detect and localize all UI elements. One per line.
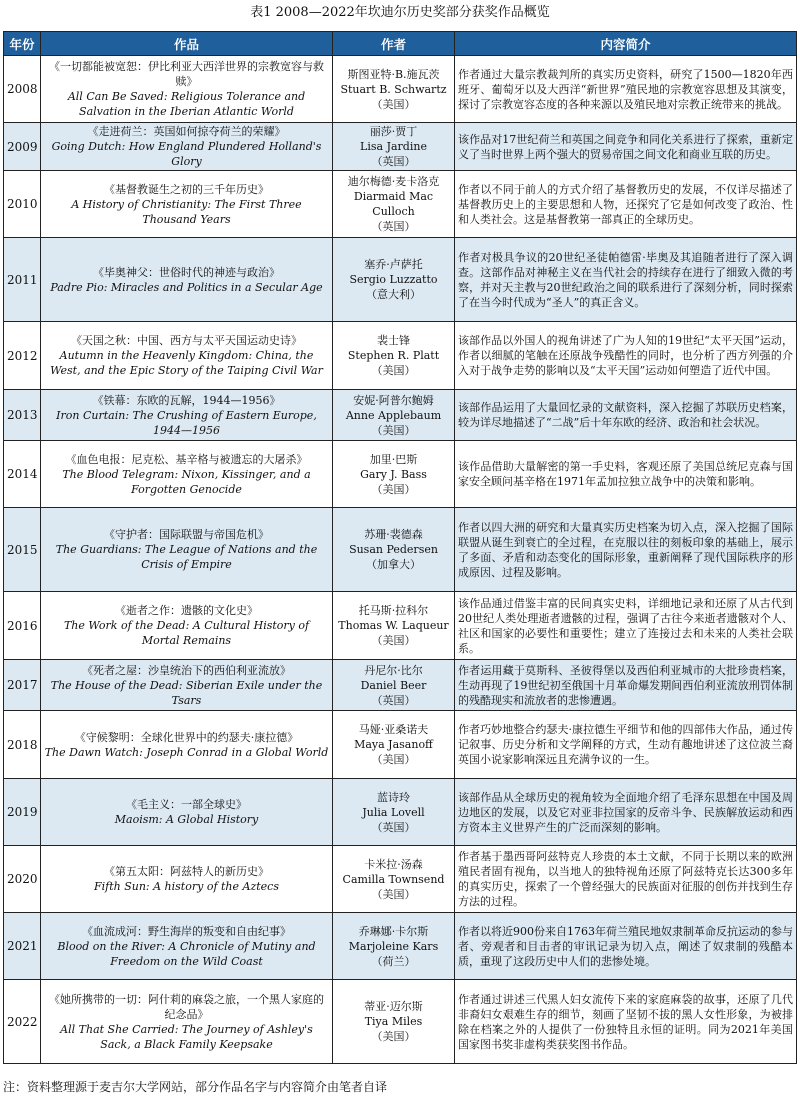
work-title-en: All That She Carried: The Journey of Ashley's Sack, a Black Family Keepsake [60,1022,313,1051]
author-cell [333,441,455,508]
author-name-en: Marjoleine Kars [348,939,439,953]
work-title-zh: 《一切都能被宽恕：伊比利亚大西洋世界的宗教宽容与救赎》 [49,60,324,88]
work-title-zh: 《天国之秋：中国、西方与太平天国运动史诗》 [71,334,302,347]
author-nationality: （英国） [371,220,416,233]
summary-cell: 作者以不同于前人的方式介绍了基督教历史的发展，不仅详尽描述了基督教历史上的主要思想和人物，还探究了它是如何改变了政治、性和人类社会。这是基督教第一部真正的全球历史。 [455,171,797,238]
author-cell [333,711,455,779]
author-nationality: （美国） [371,753,416,766]
author-nationality: （美国） [371,97,416,111]
work-cell [41,322,333,390]
work-title-zh: 《守护者：国际联盟与帝国危机》 [104,528,269,541]
summary-cell: 作者基于墨西哥阿兹特克人珍贵的本土文献，不同于长期以来的欧洲殖民者固有视角，以当地人的独特视角还原了阿兹特克长达300多年的真实历史，探索了一个曾经强大的民族面对征服的创伤并找到生存方法的过程。 [455,846,797,913]
table-row [4,123,797,171]
work-cell [41,846,333,913]
summary-cell: 作者通过讲述三代黑人妇女流传下来的家庭麻袋的故事，还原了几代非裔妇女艰难生存的细节，刻画了坚韧不拔的黑人女性形象，为被排除在档案之外的人提供了一份独特且永恒的证明。同为2021年美国国家图书奖非虚构类获奖图书作品。 [455,980,797,1064]
year-cell: 2011 [4,238,41,322]
work-title-zh: 《血色电报：尼克松、基辛格与被遗忘的大屠杀》 [65,452,308,466]
year-cell: 2015 [4,508,41,592]
work-cell [41,508,333,592]
year-cell: 2008 [4,56,41,123]
work-cell [41,592,333,660]
work-title-en: The Dawn Watch: Joseph Conrad in a Global World [44,745,329,759]
work-title-en: A History of Christianity: The First Three Thousand Years [71,197,302,226]
table-row [4,980,797,1064]
author-nationality: （英国） [371,693,416,707]
work-title-en: The Blood Telegram: Nixon, Kissinger, and a Forgotten Genocide [62,467,311,496]
author-cell [333,846,455,913]
work-cell [41,390,333,441]
author-name-zh: 蓝诗玲 [377,790,410,804]
author-cell [333,322,455,390]
work-cell [41,980,333,1064]
author-nationality: （美国） [371,887,416,901]
header-row [4,32,797,56]
work-title-en: Padre Pio: Miracles and Politics in a Secular Age [50,280,323,294]
author-name-en: Maya Jasanoff [354,738,433,751]
work-cell [41,123,333,171]
author-cell [333,913,455,980]
year-cell: 2019 [4,779,41,846]
author-cell [333,56,455,123]
table-row [4,390,797,441]
author-name-en: Susan Pedersen [349,543,438,556]
author-name-zh: 卡米拉·汤森 [364,857,423,871]
table-row [4,846,797,913]
work-title-en: All Can Be Saved: Religious Tolerance and Salvation in the Iberian Atlantic World [67,90,306,118]
author-name-en: Tiya Miles [364,1015,423,1028]
header-summary: 内容简介 [455,32,797,56]
author-nationality: （美国） [371,634,416,647]
work-cell [41,711,333,779]
author-name-zh: 塞乔·卢萨托 [364,258,423,271]
table-row [4,171,797,238]
author-cell [333,508,455,592]
work-title-zh: 《第五太阳：阿兹特人的新历史》 [104,865,269,878]
year-cell: 2022 [4,980,41,1064]
work-title-en: Fifth Sun: A history of the Aztecs [93,880,279,893]
work-title-zh: 《逝者之作：遗骸的文化史》 [115,604,258,617]
author-name-zh: 蒂亚·迈尔斯 [364,1000,423,1013]
author-cell [333,980,455,1064]
year-cell: 2016 [4,592,41,660]
work-cell [41,913,333,980]
author-cell [333,238,455,322]
author-name-zh: 托马斯·拉科尔 [358,604,429,617]
work-title-zh: 《基督教诞生之初的三千年历史》 [104,182,269,196]
year-cell: 2013 [4,390,41,441]
author-nationality: （意大利） [366,288,421,301]
summary-cell: 该部作品运用了大量回忆录的文献资料，深入挖掘了苏联历史档案，较为详尽地描述了“二战”后十年东欧的经济、政治和社会状况。 [455,390,797,441]
work-title-en: The Guardians: The League of Nations and the Crisis of Empire [55,543,318,571]
author-name-zh: 裴士锋 [377,334,410,347]
table-row [4,592,797,660]
author-name-zh: 乔琳娜·卡尔斯 [358,924,429,938]
year-cell: 2021 [4,913,41,980]
summary-cell: 作者巧妙地整合约瑟夫·康拉德生平细节和他的四部伟大作品，通过传记叙事、历史分析和文学阐释的方式，生动有趣地讲述了这位波兰裔英国小说家影响深远且充满争议的一生。 [455,711,797,779]
work-title-en: Maoism: A Global History [114,813,259,826]
header-year: 年份 [4,32,41,56]
work-cell [41,660,333,711]
author-nationality: （加拿大） [366,558,421,571]
author-nationality: （美国） [371,423,416,437]
author-name-zh: 安妮·阿普尔鲍姆 [353,393,434,407]
work-title-zh: 《守候黎明：全球化世界中的约瑟夫·康拉德》 [74,730,299,744]
author-cell [333,592,455,660]
author-name-en: Camilla Townsend [342,872,445,886]
table-row [4,56,797,123]
summary-cell: 作者以四大洲的研究和大量真实历史档案为切入点，深入挖掘了国际联盟从诞生到衰亡的全过程，在克服以往的刻板印象的基础上，展示了多面、矛盾和动态变化的国际形象，重新阐释了现代国际秩序的形成原因、过程及影响。 [455,508,797,592]
table-caption: 表1 2008—2022年坎迪尔历史奖部分获奖作品概览 [250,5,550,20]
summary-cell: 作者对极具争议的20世纪圣徒帕德雷·毕奥及其追随者进行了深入调查。这部作品对神秘主义在当代社会的持续存在进行了细致入微的考察，并对天主教与20世纪政治之间的联系进行了深刻分析，同时探索了在当今时代成为“圣人”的真正含义。 [455,238,797,322]
author-name-zh: 马娅·亚桑诺夫 [358,723,429,736]
summary-cell: 该作品借助大量解密的第一手史料，客观还原了美国总统尼克森与国家安全顾问基辛格在1971年孟加拉独立战争中的决策和影响。 [455,441,797,508]
table-row [4,322,797,390]
work-title-en: The House of the Dead: Siberian Exile under the Tsars [50,678,323,707]
work-title-zh: 《铁幕：东欧的瓦解，1944—1956》 [92,393,281,407]
author-name-zh: 迪尔梅德·麦卡洛克 [347,175,440,188]
work-title-en: Autumn in the Heavenly Kingdom: China, the West, and the Epic Story of the Taiping Civil War [50,349,323,377]
author-name-en: Diarmaid Mac Culloch [353,190,434,218]
header-author: 作者 [333,32,455,56]
author-name-zh: 丹尼尔·比尔 [364,663,423,677]
author-name-en: Stuart B. Schwartz [340,82,447,96]
summary-cell: 该部作品以外国人的视角讲述了广为人知的19世纪“太平天国”运动，作者以细腻的笔触在还原战争残酷性的同时，也分析了西方列强的介入对于战争走势的影响以及“太平天国”运动如何塑造了近代中国。 [455,322,797,390]
author-nationality: （美国） [371,482,416,496]
summary-cell: 作者以将近900份来自1763年荷兰殖民地奴隶制革命反抗运动的参与者、旁观者和目击者的审讯记录为切入点，阐述了奴隶制的残酷本质，重现了这段历史中人们的悲惨处境。 [455,913,797,980]
work-title-en: The Work of the Dead: A Cultural History of Mortal Remains [63,619,310,647]
work-cell [41,441,333,508]
year-cell: 2009 [4,123,41,171]
table-note: 注：资料整理源于麦吉尔大学网站，部分作品名字与内容简介由笔者自译 [3,1080,388,1094]
author-cell [333,123,455,171]
work-title-en: Iron Curtain: The Crushing of Eastern Europe, 1944—1956 [56,408,317,437]
table-row [4,711,797,779]
work-cell [41,171,333,238]
author-name-zh: 斯图亚特·B.施瓦茨 [347,67,440,81]
work-title-zh: 《死者之屋：沙皇统治下的西伯利亚流放》 [82,663,291,677]
author-name-zh: 苏珊·裴德森 [364,528,423,541]
work-title-zh: 《她所携带的一切：阿什莉的麻袋之旅，一个黑人家庭的纪念品》 [49,992,324,1021]
author-name-en: Sergio Luzzatto [349,273,438,286]
table-row [4,441,797,508]
author-nationality: （英国） [371,820,416,834]
summary-cell: 该作品对17世纪荷兰和英国之间竞争和同化关系进行了探索，重新定义了当时世界上两个强大的贸易帝国之间文化和商业互联的历史。 [455,123,797,171]
author-cell [333,660,455,711]
author-name-en: Julia Lovell [362,805,425,819]
work-title-zh: 《走进荷兰：英国如何掠夺荷兰的荣耀》 [87,125,286,138]
summary-cell: 该作品通过借鉴丰富的民间真实史料，详细地记录和还原了从古代到20世纪人类处理逝者遗骸的过程，强调了古往今来逝者遗骸对个人、社区和国家的必要性和重要性；建立了连接过去和未来的人类社会联系。 [455,592,797,660]
table-row [4,779,797,846]
table-row [4,660,797,711]
author-name-en: Lisa Jardine [360,140,427,153]
table-row [4,238,797,322]
author-nationality: （英国） [371,155,416,168]
author-name-en: Thomas W. Laqueur [338,619,449,632]
table-row [4,508,797,592]
author-nationality: （荷兰） [371,954,416,968]
author-cell [333,390,455,441]
work-title-en: Blood on the River: A Chronicle of Mutiny and Freedom on the Wild Coast [57,939,316,968]
year-cell: 2010 [4,171,41,238]
author-name-en: Daniel Beer [360,678,427,692]
author-name-zh: 加里·巴斯 [369,452,418,466]
work-title-zh: 《毛主义：一部全球史》 [126,798,247,811]
table-row [4,913,797,980]
author-name-en: Gary J. Bass [360,467,427,481]
work-title-zh: 《血流成河：野生海岸的叛变和自由纪事》 [82,924,291,938]
work-title-zh: 《毕奥神父：世俗时代的神迹与政治》 [93,265,280,279]
author-name-en: Anne Applebaum [345,408,442,422]
author-nationality: （美国） [371,364,416,377]
year-cell: 2012 [4,322,41,390]
summary-cell: 作者运用藏于莫斯科、圣彼得堡以及西伯利亚城市的大批珍贵档案，生动再现了19世纪初至俄国十月革命爆发期间西伯利亚流放刑罚体制的残酷现实和流放者的悲惨遭遇。 [455,660,797,711]
awards-table [3,31,797,1064]
table-body [4,56,797,1064]
work-title-en: Going Dutch: How England Plundered Holland's Glory [51,140,322,168]
author-name-zh: 丽莎·贾丁 [369,125,418,138]
author-cell [333,171,455,238]
summary-cell: 该部作品从全球历史的视角较为全面地介绍了毛泽东思想在中国及周边地区的发展，以及它对亚非拉国家的反帝斗争、民族解放运动和西方资本主义世界产生的广泛而深刻的影响。 [455,779,797,846]
author-name-en: Stephen R. Platt [347,349,440,362]
work-cell [41,56,333,123]
year-cell: 2020 [4,846,41,913]
author-nationality: （美国） [371,1030,416,1043]
year-cell: 2014 [4,441,41,508]
work-cell [41,779,333,846]
summary-cell: 作者通过大量宗教裁判所的真实历史资料，研究了1500—1820年西班牙、葡萄牙以及大西洋“新世界”殖民地的宗教宽容思想及其演变，探讨了宗教宽容态度的各种来源以及殖民地对宗教正统带来的挑战。 [455,56,797,123]
year-cell: 2018 [4,711,41,779]
author-cell [333,779,455,846]
work-cell [41,238,333,322]
year-cell: 2017 [4,660,41,711]
header-work: 作品 [41,32,333,56]
